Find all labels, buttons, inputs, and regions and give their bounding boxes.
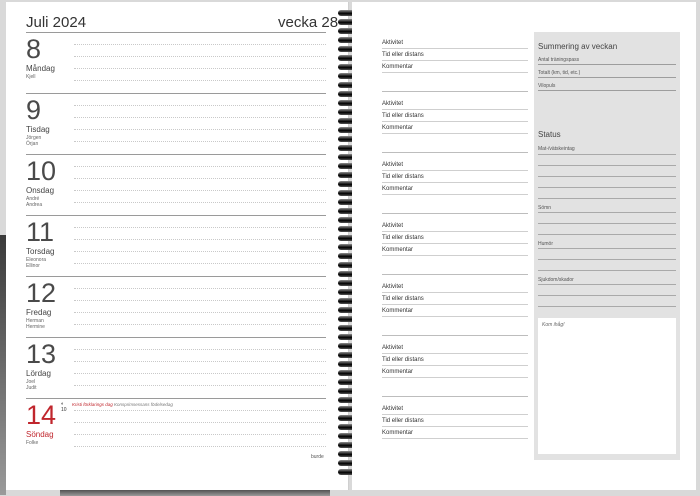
activity-field: Aktivitet <box>382 99 528 110</box>
name-day-names: Kjell <box>26 74 36 80</box>
status-title: Status <box>538 130 561 139</box>
time-distance-field: Tid eller distans <box>382 50 528 61</box>
writing-line <box>74 105 326 106</box>
activity-field: Aktivitet <box>382 38 528 49</box>
comment-field: Kommentar <box>382 367 528 378</box>
remember-label: Kom ihåg! <box>542 322 565 328</box>
day-entry-sunday[interactable] <box>26 398 326 459</box>
writing-line <box>74 446 326 447</box>
day-entry[interactable] <box>26 32 326 93</box>
name-day-names: Folke <box>26 440 39 446</box>
writing-line <box>74 251 326 252</box>
comment-field: Kommentar <box>382 184 528 195</box>
weekly-summary-panel <box>534 32 680 460</box>
writing-line <box>538 165 676 166</box>
writing-line <box>74 227 326 228</box>
time-distance-field: Tid eller distans <box>382 355 528 366</box>
comment-field: Kommentar <box>382 306 528 317</box>
writing-line <box>538 284 676 285</box>
block-divider <box>382 91 528 92</box>
weekday-name: Torsdag <box>26 247 55 256</box>
day-entry[interactable] <box>26 337 326 398</box>
resting-pulse-field[interactable]: Vilopuls <box>538 82 676 91</box>
day-number: 12 <box>26 278 57 308</box>
writing-line <box>538 259 676 260</box>
weekday-name: Fredag <box>26 308 52 317</box>
day-divider <box>26 398 326 399</box>
time-distance-field: Tid eller distans <box>382 111 528 122</box>
comment-field: Kommentar <box>382 62 528 73</box>
name-day-names: Eleonora Ellinor <box>26 257 47 269</box>
writing-line <box>538 248 676 249</box>
day-number: 13 <box>26 339 57 369</box>
mood-label: Humör <box>538 241 554 247</box>
comment-field: Kommentar <box>382 245 528 256</box>
writing-line <box>538 234 676 235</box>
writing-line <box>74 190 326 191</box>
writing-line <box>74 202 326 203</box>
weekday-name: Onsdag <box>26 186 55 195</box>
writing-line <box>74 239 326 240</box>
time-distance-field: Tid eller distans <box>382 416 528 427</box>
writing-line <box>74 117 326 118</box>
activity-field: Aktivitet <box>382 160 528 171</box>
total-field[interactable]: Totalt (km, tid, etc.) <box>538 69 676 78</box>
writing-line <box>538 270 676 271</box>
time-distance-field: Tid eller distans <box>382 233 528 244</box>
writing-line <box>538 154 676 155</box>
writing-line <box>74 361 326 362</box>
writing-line <box>74 300 326 301</box>
name-day-names: Herman Hermine <box>26 318 45 330</box>
holiday-text: Kristi förklarings dag Konsprimsessans födelsedag <box>72 402 173 407</box>
remember-note-box[interactable] <box>538 318 676 454</box>
writing-line <box>74 373 326 374</box>
day-entry[interactable] <box>26 276 326 337</box>
name-day-names: Jörgen Örjan <box>26 135 42 147</box>
month-title: Juli 2024 <box>26 14 87 31</box>
writing-line <box>74 434 326 435</box>
writing-line <box>74 80 326 81</box>
day-number: 10 <box>26 156 57 186</box>
activity-field: Aktivitet <box>382 343 528 354</box>
writing-line <box>538 212 676 213</box>
right-page <box>352 2 696 490</box>
time-distance-field: Tid eller distans <box>382 172 528 183</box>
activity-field: Aktivitet <box>382 282 528 293</box>
writing-line <box>538 176 676 177</box>
comment-field: Kommentar <box>382 428 528 439</box>
writing-line <box>74 166 326 167</box>
block-divider <box>382 396 528 397</box>
writing-line <box>74 129 326 130</box>
writing-line <box>74 410 326 411</box>
writing-line <box>74 56 326 57</box>
illness-injury-label: Sjukdom/skador <box>538 277 574 283</box>
day-number: 8 <box>26 34 42 64</box>
weekday-name: Söndag <box>26 430 54 439</box>
moon-phase-icon: ◐ 10 <box>61 401 67 413</box>
weekday-name: Måndag <box>26 64 55 73</box>
day-divider <box>26 154 326 155</box>
name-day-names: André Andrea <box>26 196 43 208</box>
writing-line <box>538 187 676 188</box>
day-divider <box>26 93 326 94</box>
sleep-label: Sömn <box>538 205 552 211</box>
day-divider <box>26 276 326 277</box>
week-number: vecka 28 <box>278 14 339 31</box>
weekday-name: Tisdag <box>26 125 50 134</box>
day-divider <box>26 215 326 216</box>
writing-line <box>74 324 326 325</box>
writing-line <box>74 349 326 350</box>
activity-field: Aktivitet <box>382 221 528 232</box>
name-day-names: Joel Judit <box>26 379 37 391</box>
day-number: 9 <box>26 95 42 125</box>
day-entry[interactable] <box>26 93 326 154</box>
comment-field: Kommentar <box>382 123 528 134</box>
day-number: 14 <box>26 400 57 430</box>
day-divider <box>26 32 326 33</box>
block-divider <box>382 152 528 153</box>
training-sessions-field[interactable]: Antal träningspass <box>538 56 676 65</box>
weekday-name: Lördag <box>26 369 51 378</box>
writing-line <box>74 385 326 386</box>
writing-line <box>74 141 326 142</box>
activity-field: Aktivitet <box>382 404 528 415</box>
summary-title: Summering av veckan <box>538 42 618 51</box>
writing-line <box>74 178 326 179</box>
writing-line <box>538 306 676 307</box>
time-distance-field: Tid eller distans <box>382 294 528 305</box>
writing-line <box>538 295 676 296</box>
block-divider <box>382 213 528 214</box>
block-divider <box>382 274 528 275</box>
brand-logo: burde <box>311 454 324 460</box>
writing-line <box>74 422 326 423</box>
left-page <box>6 2 349 490</box>
day-number: 11 <box>26 217 55 247</box>
writing-line <box>74 263 326 264</box>
food-fluid-label: Mat-/vätskeintag <box>538 146 575 152</box>
block-divider <box>382 335 528 336</box>
writing-line <box>538 223 676 224</box>
writing-line <box>538 198 676 199</box>
writing-line <box>74 68 326 69</box>
day-entry[interactable] <box>26 154 326 215</box>
writing-line <box>74 312 326 313</box>
writing-line <box>74 44 326 45</box>
writing-line <box>74 288 326 289</box>
day-entry[interactable] <box>26 215 326 276</box>
day-divider <box>26 337 326 338</box>
